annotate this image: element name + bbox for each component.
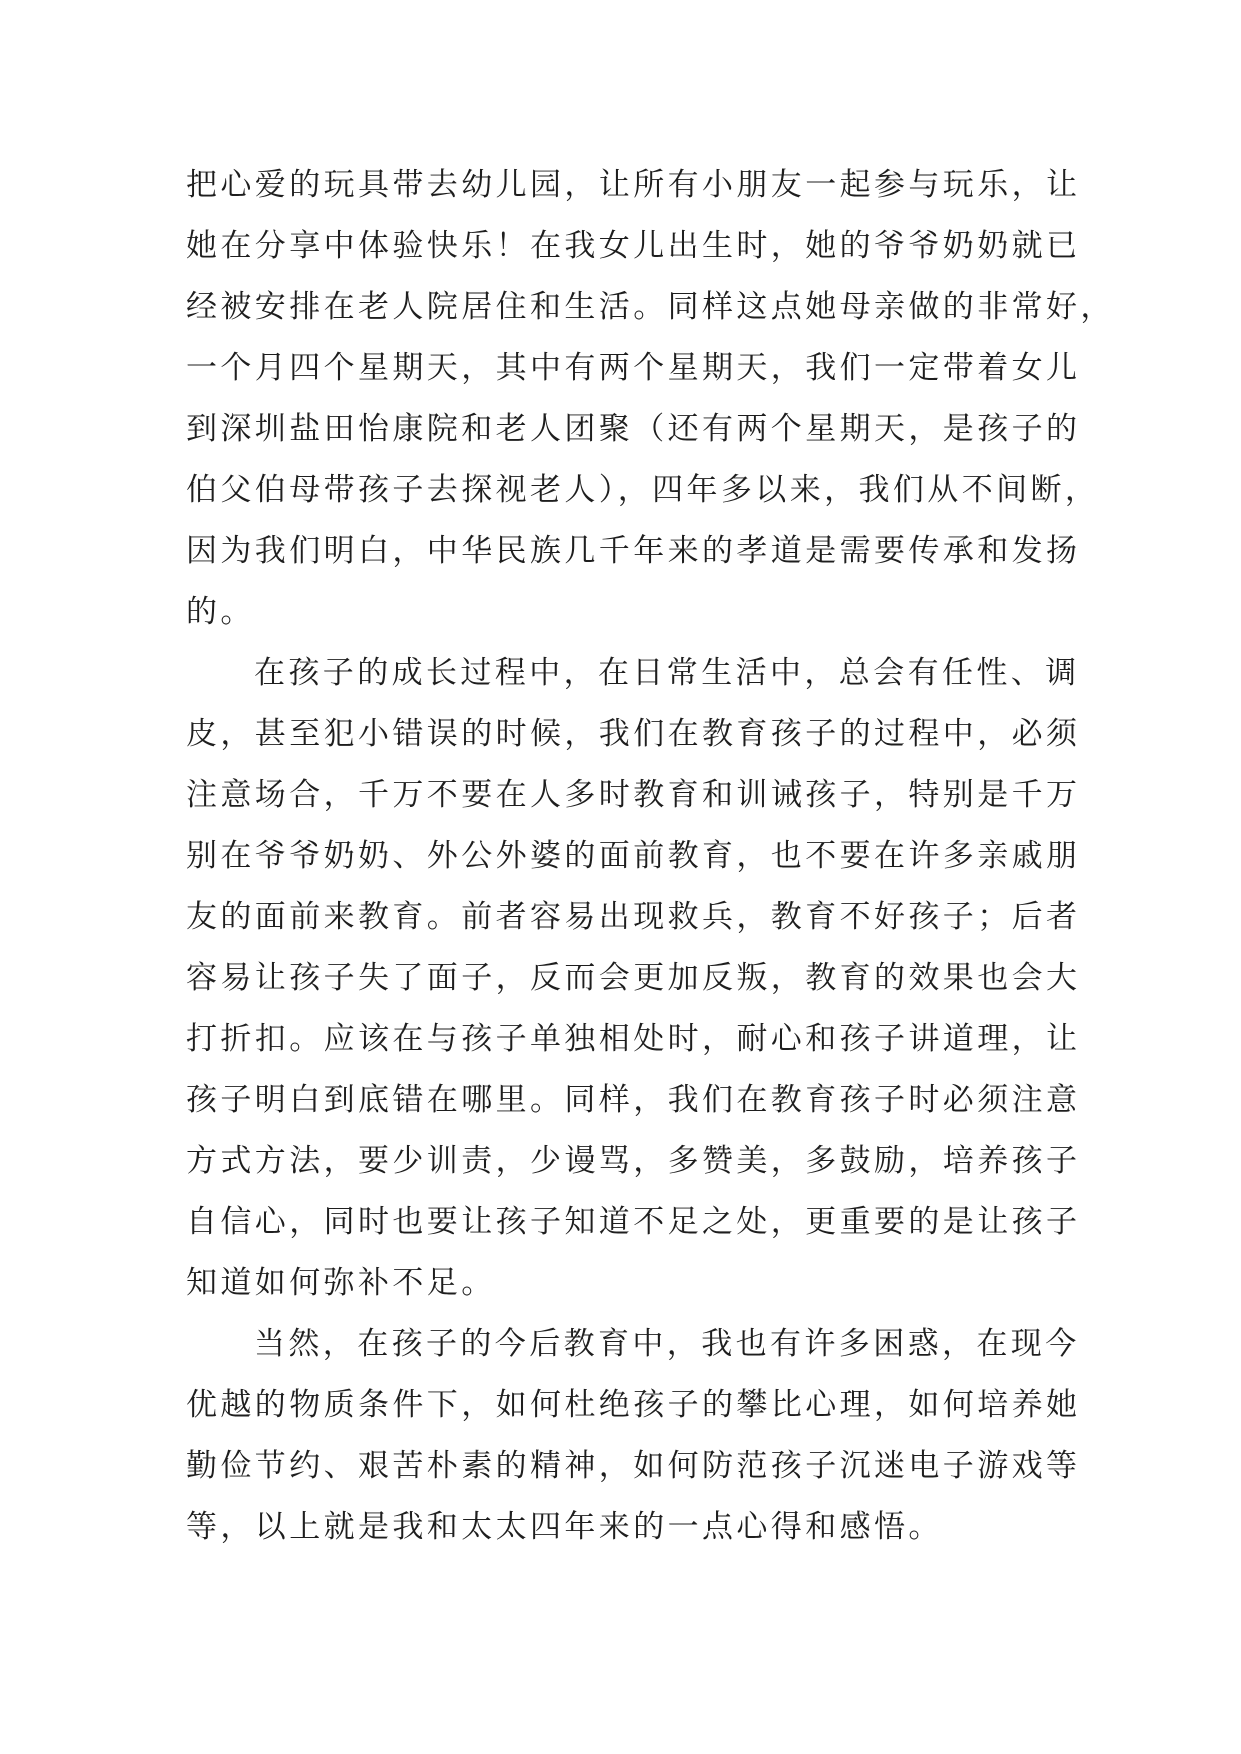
text-line: 优越的物质条件下，如何杜绝孩子的攀比心理，如何培养她 bbox=[186, 1387, 1081, 1423]
text-line: 经被安排在老人院居住和生活。同样这点她母亲做的非常好， bbox=[186, 289, 1115, 325]
paragraph-2 bbox=[186, 650, 1081, 1321]
paragraph-3 bbox=[186, 1321, 1081, 1565]
text-line: 等，以上就是我和太太四年来的一点心得和感悟。 bbox=[186, 1509, 943, 1545]
document-body bbox=[186, 162, 1115, 1565]
text-line: 到深圳盐田怡康院和老人团聚（还有两个星期天，是孩子的 bbox=[186, 411, 1081, 447]
text-line: 注意场合，千万不要在人多时教育和训诫孩子，特别是千万 bbox=[186, 777, 1081, 813]
text-line: 伯父伯母带孩子去探视老人），四年多以来，我们从不间断， bbox=[186, 472, 1100, 508]
text-line: 勤俭节约、艰苦朴素的精神，如何防范孩子沉迷电子游戏等 bbox=[186, 1448, 1081, 1484]
text-line: 孩子明白到底错在哪里。同样，我们在教育孩子时必须注意 bbox=[186, 1082, 1081, 1118]
paragraph-1 bbox=[186, 162, 1115, 650]
text-line: 容易让孩子失了面子，反而会更加反叛，教育的效果也会大 bbox=[186, 960, 1081, 996]
text-line: 皮，甚至犯小错误的时候，我们在教育孩子的过程中，必须 bbox=[186, 716, 1081, 752]
text-line: 打折扣。应该在与孩子单独相处时，耐心和孩子讲道理，让 bbox=[186, 1021, 1081, 1057]
text-line: 在孩子的成长过程中，在日常生活中，总会有任性、调 bbox=[254, 655, 1080, 691]
text-line: 当然，在孩子的今后教育中，我也有许多困惑，在现今 bbox=[254, 1326, 1080, 1362]
text-line: 她在分享中体验快乐！在我女儿出生时，她的爷爷奶奶就已 bbox=[186, 228, 1081, 264]
text-line: 自信心，同时也要让孩子知道不足之处，更重要的是让孩子 bbox=[186, 1204, 1081, 1240]
text-line: 因为我们明白，中华民族几千年来的孝道是需要传承和发扬 bbox=[186, 533, 1081, 569]
text-line: 知道如何弥补不足。 bbox=[186, 1265, 496, 1301]
text-line: 方式方法，要少训责，少谩骂，多赞美，多鼓励，培养孩子 bbox=[186, 1143, 1081, 1179]
text-line: 的。 bbox=[186, 594, 255, 630]
text-line: 别在爷爷奶奶、外公外婆的面前教育，也不要在许多亲戚朋 bbox=[186, 838, 1081, 874]
text-line: 友的面前来教育。前者容易出现救兵，教育不好孩子；后者 bbox=[186, 899, 1081, 935]
text-line: 把心爱的玩具带去幼儿园，让所有小朋友一起参与玩乐，让 bbox=[186, 167, 1081, 203]
text-line: 一个月四个星期天，其中有两个星期天，我们一定带着女儿 bbox=[186, 350, 1081, 386]
